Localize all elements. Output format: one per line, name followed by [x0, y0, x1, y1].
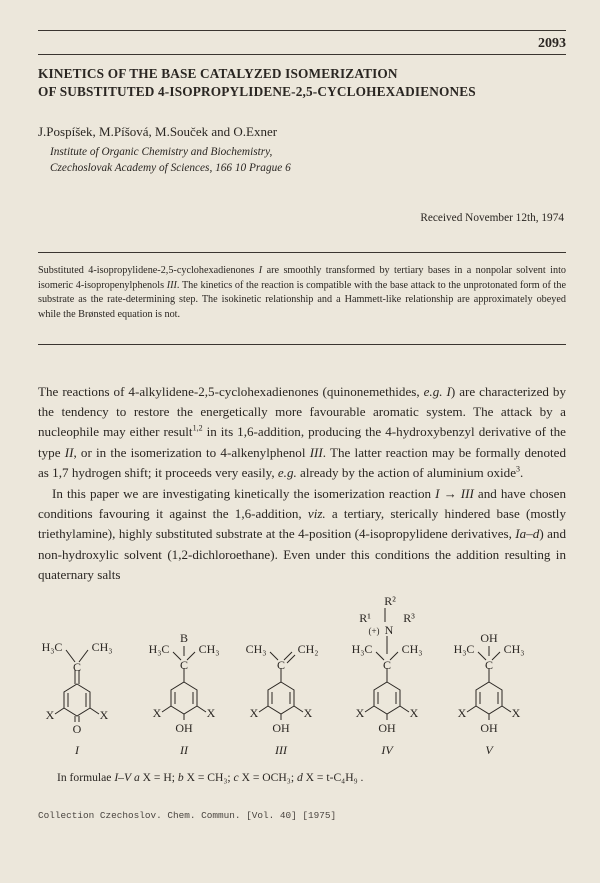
- header-top-rule: [38, 30, 566, 31]
- group-h3c: H₃C: [453, 642, 475, 656]
- group-ch3: CH₃: [401, 642, 423, 656]
- group-c: C: [276, 658, 286, 672]
- group-plus: (+): [368, 626, 380, 636]
- group-x: X: [511, 706, 521, 720]
- group-oh: OH: [175, 721, 193, 735]
- structure-III-labels: [246, 642, 319, 757]
- structure-I-labels: [42, 640, 113, 757]
- abstract-top-rule: [38, 252, 566, 253]
- group-x: X: [206, 706, 216, 720]
- formula-caption: In formulae I–V a X = H; b X = CH₃; c X = OCH₃; d X = t-C₄H₉ .: [57, 771, 364, 784]
- group-r3: R³: [403, 611, 415, 625]
- abstract: Substituted 4-isopropylidene-2,5-cyclohexadienones I are smoothly transformed by tertiary bases in a nonpolar solvent into isomeric 4-isopropenylphenols III. The kinetics of the reaction is compatible with the base attack to the unprotonated form of the substrate as the rate-determining step. The isokinetic relationship and a Hammett-like relationship are approximately obeyed while the Brønsted equation is not.: [38, 265, 567, 320]
- authors: J.Pospíšek, M.Píšová, M.Souček and O.Exner: [38, 124, 278, 139]
- group-x: X: [152, 706, 162, 720]
- body-paragraph-1: The reactions of 4-alkylidene-2,5-cyclohexadienones (quinonemethides, e.g. I) are characterized by the tendency to restore the energetically more favourable aromatic system. The attack by a nucleophile may either result$^{1,2}$ in its 1,6-addition, producing the 4-hydroxybenzyl derivative of the type II, or in the isomerization to 4-alkenylphenol III. The latter reaction may be formally denoted as 1,7 hydrogen shift; it proceeds very easily, e.g. already by the action of aluminium oxide$^3$.: [38, 384, 567, 480]
- group-oh: OH: [480, 721, 498, 735]
- structural-formulae: [38, 592, 566, 767]
- group-ch3: CH₃: [198, 642, 220, 656]
- group-x: X: [99, 708, 109, 722]
- group-c: C: [382, 658, 392, 672]
- group-x: X: [303, 706, 313, 720]
- page-number: 2093: [538, 36, 566, 51]
- group-n: N: [384, 623, 394, 637]
- group-ch2: CH₂: [297, 642, 319, 656]
- structure-label-I: I: [75, 743, 79, 757]
- journal-footer: Collection Czechoslov. Chem. Commun. [Vol. 40] [1975]: [38, 810, 337, 821]
- group-oh: OH: [378, 721, 396, 735]
- body-paragraph-2: In this paper we are investigating kinetically the isomerization reaction I → III and have chosen conditions favouring it against the 1,6-addition, viz. a tertiary, sterically hindered base (mostly triethylamine), highly substituted substrate at the 4-position (4-isopropylidene derivatives, Ia–d) and non-hydroxylic solvent (1,2-dichloroethane). Even under this conditions the addition resulting in quaternary salts: [38, 486, 566, 582]
- structure-label-II: II: [180, 743, 188, 757]
- group-c: C: [72, 660, 82, 674]
- group-h3c: H₃C: [148, 642, 170, 656]
- group-x: X: [45, 708, 55, 722]
- group-x: X: [355, 706, 365, 720]
- group-x: X: [409, 706, 419, 720]
- group-ch3: CH₃: [503, 642, 525, 656]
- structure-label-V: V: [485, 743, 493, 757]
- group-h3c: H₃C: [351, 642, 373, 656]
- group-x: X: [457, 706, 467, 720]
- group-b: B: [179, 631, 189, 645]
- title-line-1: KINETICS OF THE BASE CATALYZED ISOMERIZATION: [38, 66, 398, 81]
- group-oh: OH: [480, 631, 498, 645]
- institution-line-2: Czechoslovak Academy of Sciences, 166 10 Prague 6: [50, 162, 291, 174]
- received-date: Received November 12th, 1974: [420, 212, 564, 224]
- group-c: C: [179, 658, 189, 672]
- group-o: O: [72, 722, 82, 736]
- structure-label-IV: IV: [381, 743, 393, 757]
- group-x: X: [249, 706, 259, 720]
- group-c: C: [484, 658, 494, 672]
- group-ch3: CH₃: [91, 640, 113, 654]
- group-r2: R²: [384, 594, 396, 608]
- institution-line-1: Institute of Organic Chemistry and Biochemistry,: [50, 146, 273, 158]
- group-h3c: H₃C: [41, 640, 63, 654]
- header-bottom-rule: [38, 54, 566, 55]
- title-line-2: OF SUBSTITUTED 4-ISOPROPYLIDENE-2,5-CYCLOHEXADIENONES: [38, 84, 476, 99]
- group-r1: R¹: [359, 611, 371, 625]
- abstract-bottom-rule: [38, 344, 566, 345]
- structure-label-III: III: [275, 743, 287, 757]
- group-ch3: CH₃: [245, 642, 267, 656]
- group-oh: OH: [272, 721, 290, 735]
